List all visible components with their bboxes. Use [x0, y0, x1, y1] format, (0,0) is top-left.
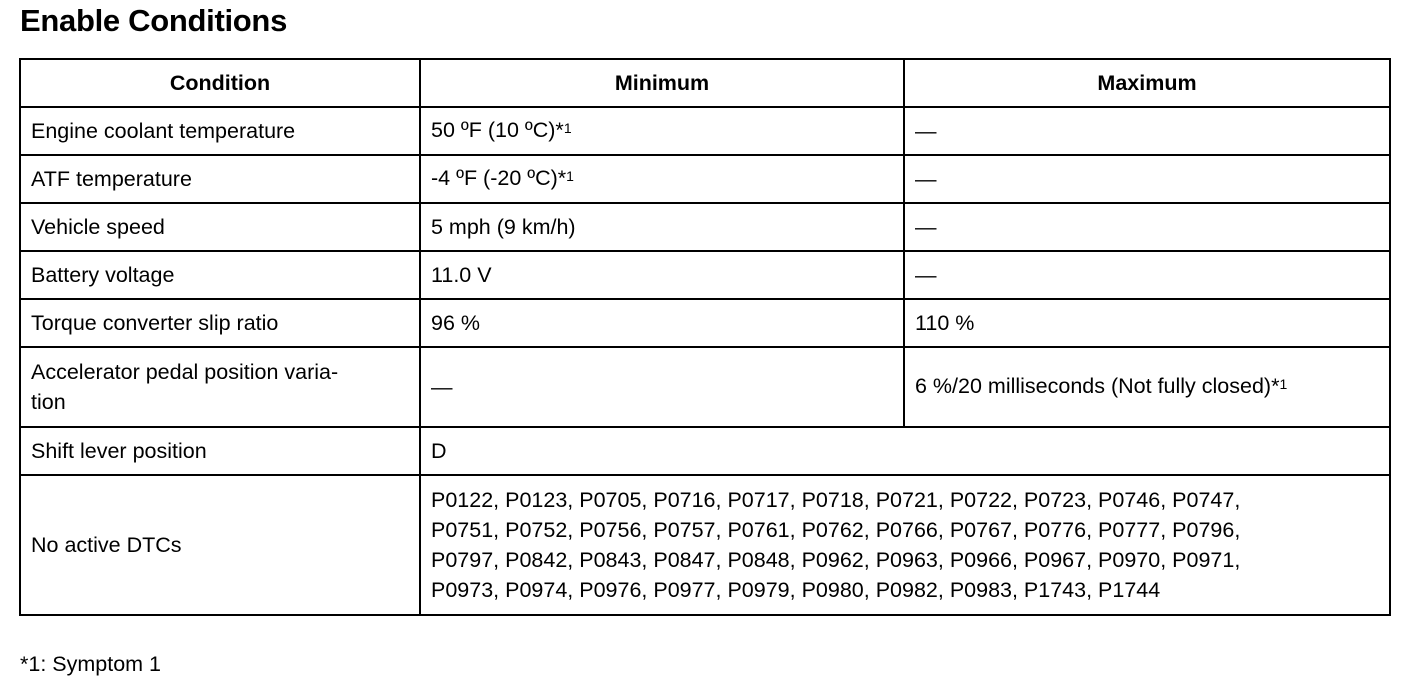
- table-row: [20, 427, 1390, 475]
- header-maximum: Maximum: [904, 59, 1390, 107]
- maximum-cell: [904, 347, 1390, 427]
- minimum-cell: [420, 155, 904, 203]
- table-row: [20, 475, 1390, 615]
- footnote-ref: 1: [566, 168, 574, 184]
- minimum-cell: 5 mph (9 km/h): [420, 203, 904, 251]
- maximum-cell: —: [904, 107, 1390, 155]
- table-row: [20, 347, 1390, 427]
- enable-conditions-table: [19, 58, 1391, 616]
- page-title: Enable Conditions: [20, 3, 288, 38]
- condition-cell: Engine coolant temperature: [20, 107, 420, 155]
- maximum-cell: —: [904, 155, 1390, 203]
- table-row: [20, 203, 1390, 251]
- condition-line: tion: [31, 390, 66, 414]
- table-row: [20, 107, 1390, 155]
- condition-cell: Battery voltage: [20, 251, 420, 299]
- condition-line: Accelerator pedal position varia-: [31, 360, 339, 384]
- condition-cell: [20, 347, 420, 427]
- table-header-row: [20, 59, 1390, 107]
- condition-cell: Vehicle speed: [20, 203, 420, 251]
- condition-cell: ATF temperature: [20, 155, 420, 203]
- footnote-ref: 1: [1279, 376, 1288, 392]
- dtc-line: P0122, P0123, P0705, P0716, P0717, P0718, P0721, P0722, P0723, P0746, P0747,: [431, 488, 1241, 512]
- maximum-cell: 110 %: [904, 299, 1390, 347]
- minimum-cell: 96 %: [420, 299, 904, 347]
- condition-cell: No active DTCs: [20, 475, 420, 615]
- dtc-line: P0973, P0974, P0976, P0977, P0979, P0980, P0982, P0983, P1743, P1744: [431, 578, 1161, 602]
- minimum-cell: [420, 107, 904, 155]
- dtc-line: P0751, P0752, P0756, P0757, P0761, P0762, P0766, P0767, P0776, P0777, P0796,: [431, 518, 1241, 542]
- footnote-ref: 1: [563, 120, 572, 136]
- maximum-value: 6 %/20 milliseconds (Not fully closed)*: [915, 374, 1280, 398]
- table-row: [20, 155, 1390, 203]
- condition-cell: Shift lever position: [20, 427, 420, 475]
- table-row: [20, 251, 1390, 299]
- header-minimum: Minimum: [420, 59, 904, 107]
- footnote: *1: Symptom 1: [20, 652, 161, 676]
- maximum-cell: —: [904, 251, 1390, 299]
- maximum-cell: —: [904, 203, 1390, 251]
- table-row: [20, 299, 1390, 347]
- dtc-line: P0797, P0842, P0843, P0847, P0848, P0962, P0963, P0966, P0967, P0970, P0971,: [431, 548, 1241, 572]
- header-condition: Condition: [20, 59, 420, 107]
- value-cell: D: [420, 427, 1390, 475]
- dtc-list-cell: [420, 475, 1390, 615]
- minimum-cell: 11.0 V: [420, 251, 904, 299]
- minimum-cell: —: [420, 347, 904, 427]
- condition-cell: Torque converter slip ratio: [20, 299, 420, 347]
- minimum-value: 50 ºF (10 ºC)*: [431, 118, 564, 142]
- minimum-value: -4 ºF (-20 ºC)*: [431, 166, 567, 190]
